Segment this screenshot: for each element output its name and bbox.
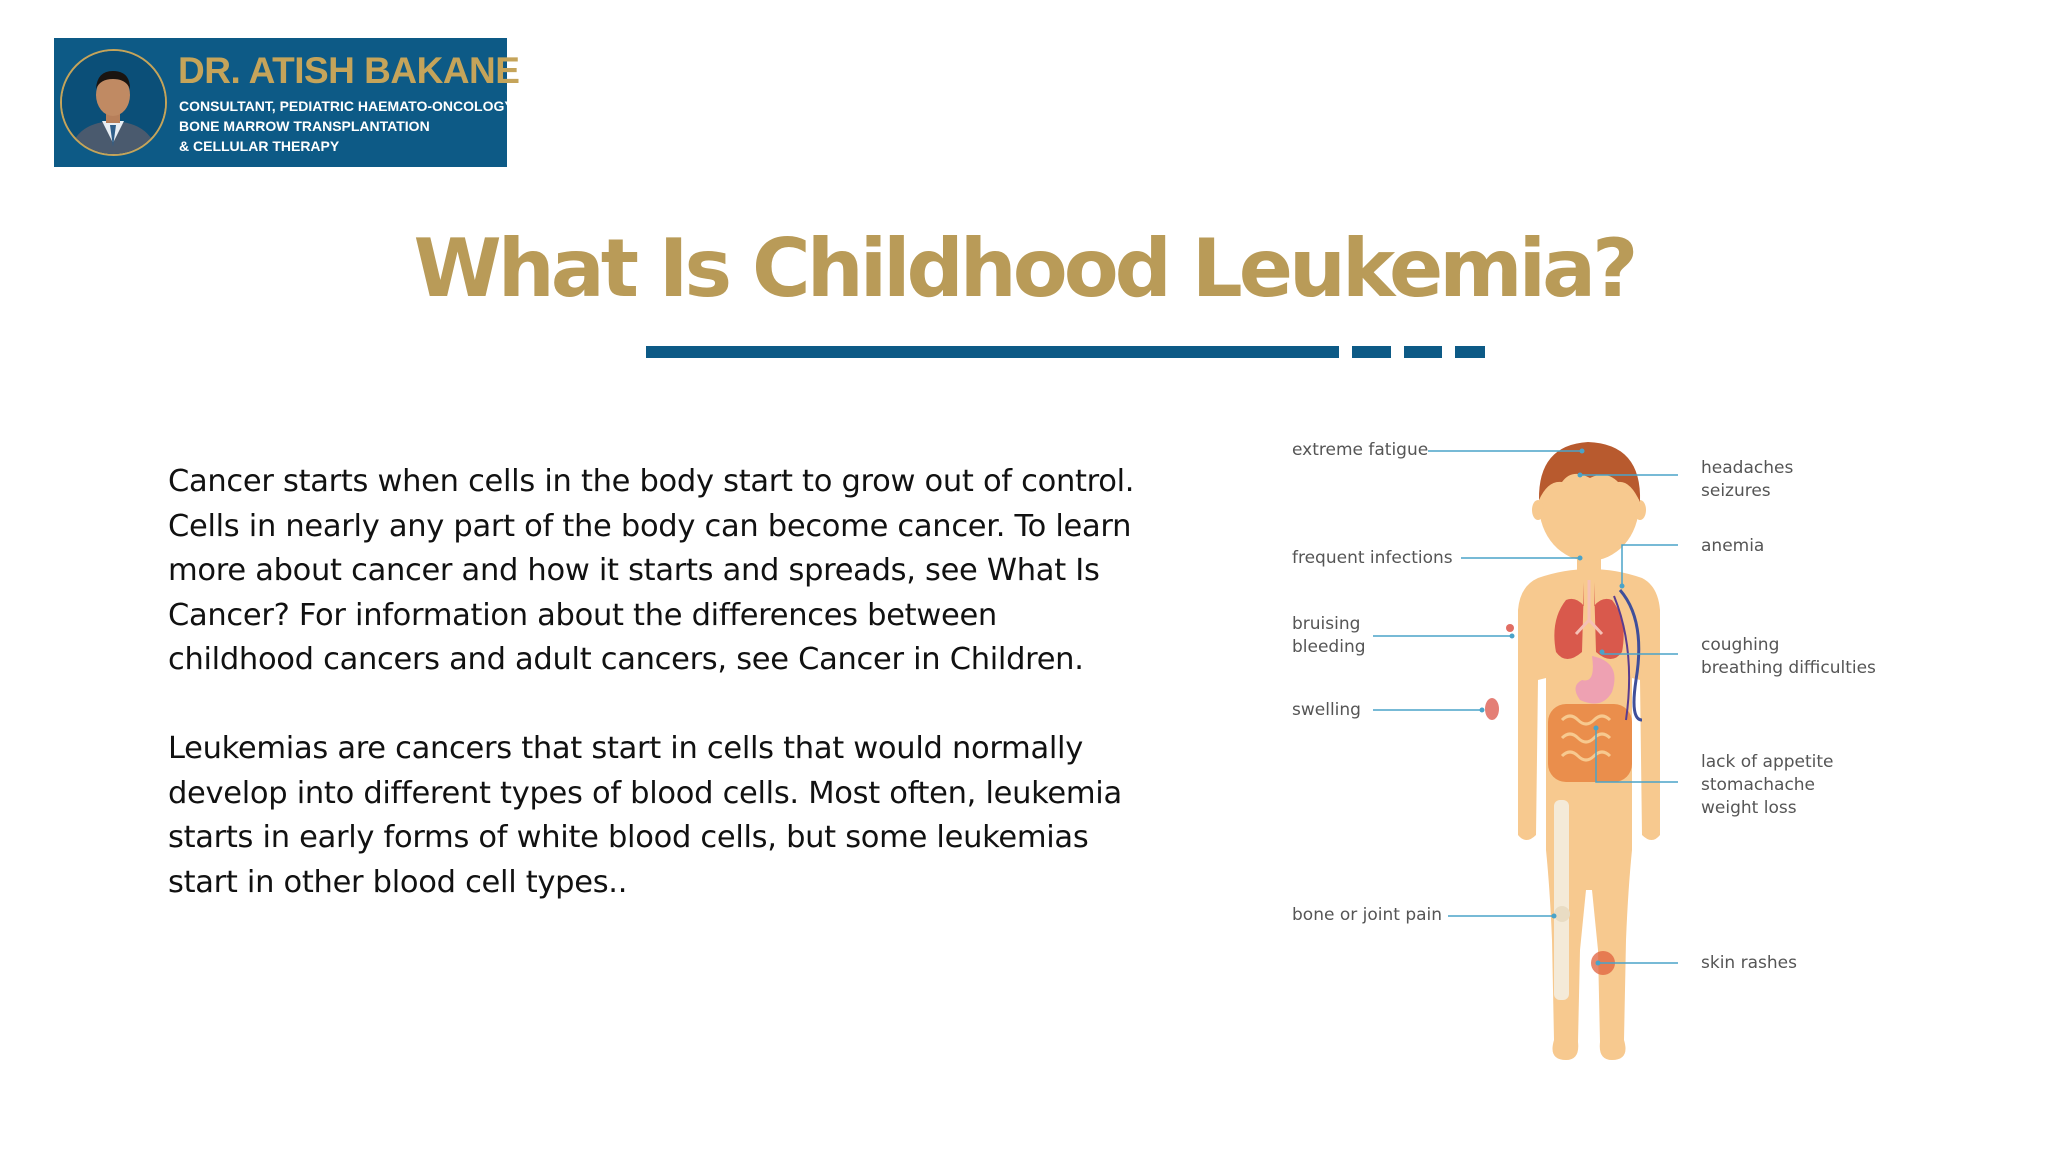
label-bone-joint-pain: bone or joint pain	[1292, 905, 1443, 925]
text-line: Cancer starts when cells in the body start to grow out of control.	[168, 464, 1135, 499]
symptom-diagram	[1280, 420, 1920, 1070]
brand-banner	[54, 38, 520, 167]
credential-line: BONE MARROW TRANSPLANTATION	[179, 118, 430, 134]
paragraph-intro	[168, 460, 1208, 683]
title-underline-dash	[1352, 346, 1391, 358]
credential-line: & CELLULAR THERAPY	[179, 138, 340, 154]
label-coughing: coughing	[1701, 635, 1780, 655]
page-title: What Is Childhood Leukemia?	[413, 222, 1635, 315]
text-line: Cells in nearly any part of the body can become cancer. To learn	[168, 508, 1132, 544]
label-seizures: seizures	[1701, 481, 1771, 501]
label-headaches: headaches	[1701, 458, 1794, 478]
child-body-illustration	[1280, 420, 1920, 1070]
title-underline-dash	[1404, 346, 1442, 358]
label-breathing-difficulties: breathing difficulties	[1701, 658, 1876, 678]
label-bleeding: bleeding	[1292, 637, 1366, 657]
paragraph-leukemia	[168, 727, 1208, 905]
text-line: childhood cancers and adult cancers, see Cancer in Children.	[168, 642, 1084, 677]
text-line: start in other blood cell types..	[168, 864, 628, 900]
title-underline	[646, 346, 1339, 358]
label-frequent-infections: frequent infections	[1292, 548, 1453, 568]
label-skin-rashes: skin rashes	[1701, 953, 1797, 973]
text-line: develop into different types of blood cells. Most often, leukemia	[168, 775, 1122, 811]
text-line: Cancer? For information about the differences between	[168, 597, 997, 633]
doctor-avatar	[60, 49, 167, 156]
brand-credentials	[179, 96, 516, 156]
label-weight-loss: weight loss	[1701, 798, 1797, 818]
label-swelling: swelling	[1292, 700, 1361, 720]
label-extreme-fatigue: extreme fatigue	[1292, 440, 1429, 460]
label-stomachache: stomachache	[1701, 775, 1816, 795]
label-bruising: bruising	[1292, 614, 1361, 634]
text-line: Leukemias are cancers that start in cells that would normally	[168, 731, 1083, 766]
brand-name: DR. ATISH BAKANE	[178, 50, 520, 91]
label-anemia: anemia	[1701, 536, 1765, 556]
text-line: more about cancer and how it starts and spreads, see What Is	[168, 553, 1100, 588]
text-line: starts in early forms of white blood cells, but some leukemias	[168, 820, 1089, 855]
credential-line: CONSULTANT, PEDIATRIC HAEMATO-ONCOLOGY,	[179, 98, 517, 114]
title-underline-dash	[1455, 346, 1485, 358]
body-text	[168, 460, 1208, 905]
label-lack-of-appetite: lack of appetite	[1701, 752, 1834, 772]
